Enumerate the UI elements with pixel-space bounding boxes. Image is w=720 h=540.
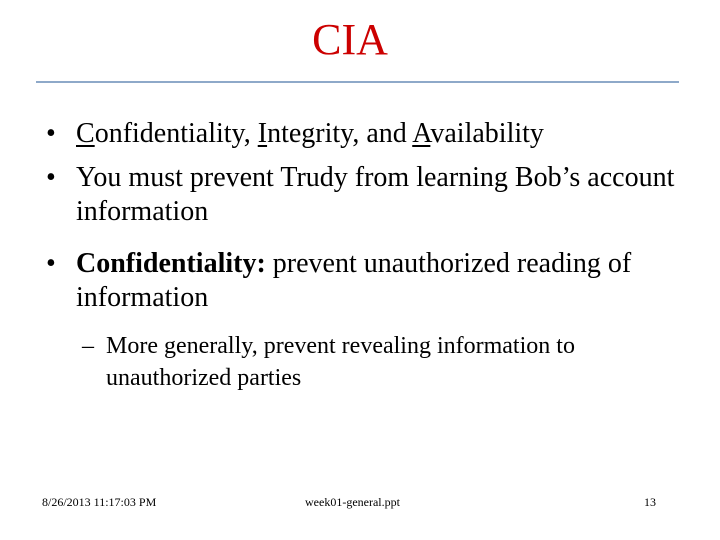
bullet-text xyxy=(76,117,676,151)
bullet-text-segment: I xyxy=(257,118,268,149)
bullet-text: You must prevent Trudy from learning Bob’s account information xyxy=(76,162,675,227)
bullet-marker: • xyxy=(46,162,56,193)
bullet-text-segment: ntegrity, and xyxy=(267,118,413,149)
bullet-text-segment: A xyxy=(412,118,431,149)
sub-bullet-text: More generally, prevent revealing information to unauthorized parties xyxy=(106,333,575,391)
bullet-text-segment: prevent unauthorized reading of information xyxy=(76,248,632,313)
title-divider xyxy=(36,81,679,83)
footer-filename: week01-general.ppt xyxy=(305,495,400,509)
slide-title: CIA xyxy=(312,15,388,64)
bullet-marker: • xyxy=(46,248,56,279)
bullet-text xyxy=(76,247,676,315)
bullet-marker: • xyxy=(46,118,56,149)
footer-page-number: 13 xyxy=(644,495,656,509)
sub-bullet-marker: – xyxy=(82,333,94,359)
bullet-text-segment: vailability xyxy=(430,118,544,149)
footer-timestamp: 8/26/2013 11:17:03 PM xyxy=(42,495,157,509)
bullet-text-segment: C xyxy=(76,118,95,149)
bullet-text-segment: Confidentiality: xyxy=(76,248,266,279)
bullet-text-segment: onfidentiality, xyxy=(94,118,258,149)
